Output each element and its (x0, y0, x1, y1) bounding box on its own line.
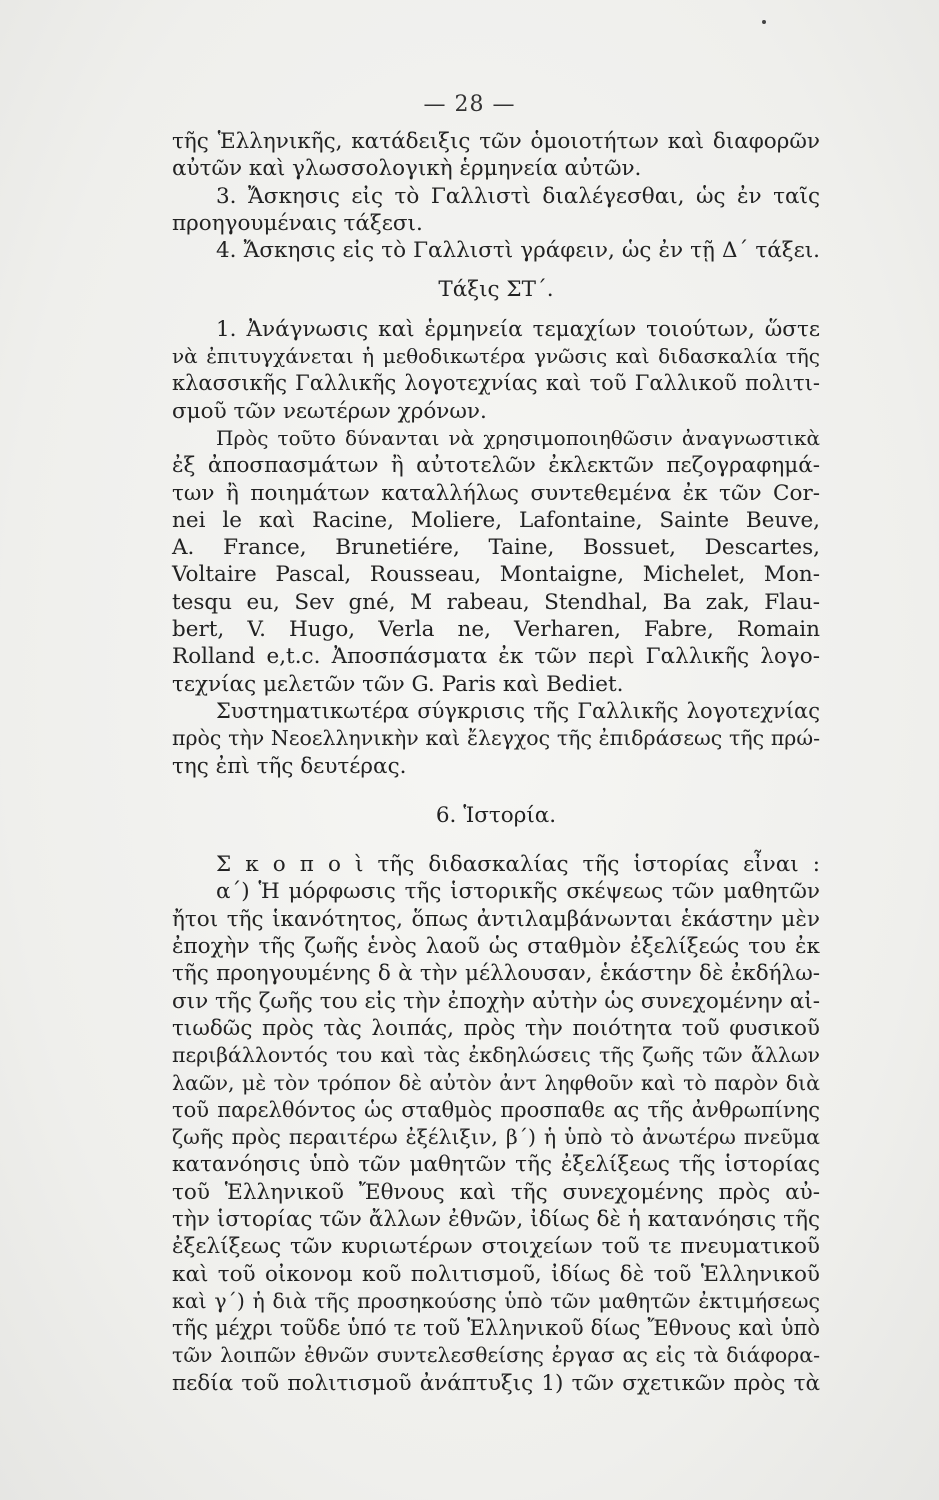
text-line: πεδία τοῦ πολιτισμοῦ ἀνάπτυξις 1) τῶν σχετικῶν πρὸς τὰ (172, 1370, 820, 1396)
text-line: καὶ τοῦ οἰκονομ κοῦ πολιτισμοῦ, ἰδίως δὲ τοῦ Ἑλληνικοῦ (172, 1261, 820, 1287)
text-line: ζωῆς πρὸς περαιτέρω ἐξέλιξιν, β΄) ἡ ὑπὸ τὸ ἀνωτέρω πνεῦμα (172, 1125, 820, 1150)
text-line: Rolland e,t.c. Ἀποσπάσματα ἐκ τῶν περὶ Γαλλικῆς λογο- (172, 644, 820, 670)
spacer (172, 829, 820, 851)
spacer (172, 780, 820, 802)
page-number: — 28 — (423, 92, 516, 117)
text-line: Συστηματικωτέρα σύγκρισις τῆς Γαλλικῆς λογοτεχνίας (216, 698, 820, 723)
text-line: κατανόησις ὑπὸ τῶν μαθητῶν τῆς ἐξελίξεως τῆς ἱστορίας (172, 1152, 820, 1178)
spacer (172, 304, 820, 316)
text-line: σιν τῆς ζωῆς του εἰς τὴν ἐποχὴν αὐτὴν ὡς συνεχομένην αἰ- (172, 988, 820, 1014)
text-line: α΄) Ἡ μόρφωσις τῆς ἱστορικῆς σκέψεως τῶν μαθητῶν (216, 879, 820, 905)
text-line: ἤτοι τῆς ἱκανότητος, ὅπως ἀντιλαμβάνωνται ἑκάστην μὲν (172, 906, 820, 932)
text-line: τοῦ Ἑλληνικοῦ Ἔθνους καὶ τῆς συνεχομένης πρὸς αὐ- (172, 1179, 820, 1205)
text-line: A. France, Brunetiére, Taine, Bossuet, Descartes, (172, 535, 820, 561)
body-text (172, 128, 820, 1397)
text-line: Σ κ ο π ο ὶ τῆς διδασκαλίας τῆς ἱστορίας εἶναι : (216, 852, 820, 878)
text-line: νὰ ἐπιτυγχάνεται ἡ μεθοδικωτέρα γνῶσις καὶ διδασκαλία τῆς (172, 344, 820, 369)
text-line: 1. Ἀνάγνωσις καὶ ἑρμηνεία τεμαχίων τοιούτων, ὥστε (216, 316, 820, 342)
text-line: 3. Ἄσκησις εἰς τὸ Γαλλιστὶ διαλέγεσθαι, ὡς ἐν ταῖς (216, 183, 820, 209)
ink-speck (762, 20, 766, 24)
text-line: bert, V. Hugo, Verla ne, Verharen, Fabre, Romain (172, 617, 820, 643)
text-line: της ἐπὶ τῆς δευτέρας. (172, 753, 407, 779)
text-line: καὶ γ΄) ἡ διὰ τῆς προσηκούσης ὑπὸ τῶν μαθητῶν ἐκτιμήσεως (172, 1288, 820, 1313)
section-heading: Τάξις ΣΤ΄. (438, 277, 554, 303)
text-line: τῶν λοιπῶν ἐθνῶν συντελεσθείσης ἐργασ ας εἰς τὰ διάφορα- (172, 1343, 820, 1368)
text-line: ἐξελίξεως τῶν κυριωτέρων στοιχείων τοῦ τε πνευματικοῦ (172, 1234, 820, 1260)
text-line: προηγουμέναις τάξεσι. (172, 210, 423, 236)
text-line: τῆς μέχρι τοῦδε ὑπό τε τοῦ Ἑλληνικοῦ δίως Ἔθνους καὶ ὑπὸ (172, 1316, 820, 1341)
text-line: σμοῦ τῶν νεωτέρων χρόνων. (172, 398, 487, 424)
text-line: τοῦ παρελθόντος ὡς σταθμὸς προσπαθε ας τῆς ἀνθρωπίνης (172, 1097, 820, 1122)
text-line: περιβάλλοντός του καὶ τὰς ἐκδηλώσεις τῆς ζωῆς τῶν ἄλλων (172, 1043, 820, 1068)
text-line: τῆς Ἑλληνικῆς, κατάδειξις τῶν ὁμοιοτήτων καὶ διαφορῶν (172, 129, 820, 154)
text-line: nei le καὶ Racine, Moliere, Lafontaine, Sainte Beuve, (172, 507, 820, 533)
text-line: Πρὸς τοῦτο δύνανται νὰ χρησιμοποιηθῶσιν ἀναγνωστικὰ (216, 425, 820, 450)
text-line: αὐτῶν καὶ γλωσσολογικὴ ἑρμηνεία αὐτῶν. (172, 156, 642, 182)
text-line: Voltaire Pascal, Rousseau, Montaigne, Michelet, Mon- (172, 562, 820, 588)
text-line: των ἢ ποιημάτων καταλλήλως συντεθεμένα ἐκ τῶν Cor- (172, 480, 820, 506)
text-line: τὴν ἱστορίας τῶν ἄλλων ἐθνῶν, ἰδίως δὲ ἡ κατανόησις τῆς (172, 1206, 820, 1232)
text-line: ἐξ ἀποσπασμάτων ἢ αὐτοτελῶν ἐκλεκτῶν πεζογραφημά- (172, 453, 820, 479)
text-line: tesqu eu, Sev gné, M rabeau, Stendhal, Ba zak, Flau- (172, 589, 820, 615)
text-line: ἐποχὴν τῆς ζωῆς ἑνὸς λαοῦ ὡς σταθμὸν ἐξελίξεώς του ἐκ (172, 934, 820, 960)
text-line: πρὸς τὴν Νεοελληνικὴν καὶ ἔλεγχος τῆς ἐπιδράσεως τῆς πρώ- (172, 726, 820, 751)
text-line: κλασσικῆς Γαλλικῆς λογοτεχνίας καὶ τοῦ Γαλλικοῦ πολιτι- (172, 371, 820, 396)
text-line: τιωδῶς πρὸς τὰς λοιπάς, πρὸς τὴν ποιότητα τοῦ φυσικοῦ (172, 1015, 820, 1041)
text-line: λαῶν, μὲ τὸν τρόπον δὲ αὐτὸν ἀντ ληφθοῦν καὶ τὸ παρὸν διὰ (172, 1070, 820, 1095)
text-line: τῆς προηγουμένης δ ὰ τὴν μέλλουσαν, ἑκάστην δὲ ἐκδήλω- (172, 961, 820, 987)
section-heading: 6. Ἱστορία. (435, 802, 557, 828)
spacer (172, 264, 820, 276)
text-line: τεχνίας μελετῶν τῶν G. Paris καὶ Bediet. (172, 671, 624, 697)
text-line: 4. Ἄσκησις εἰς τὸ Γαλλιστὶ γράφειν, ὡς ἐν τῇ Δ΄ τάξει. (216, 238, 820, 264)
